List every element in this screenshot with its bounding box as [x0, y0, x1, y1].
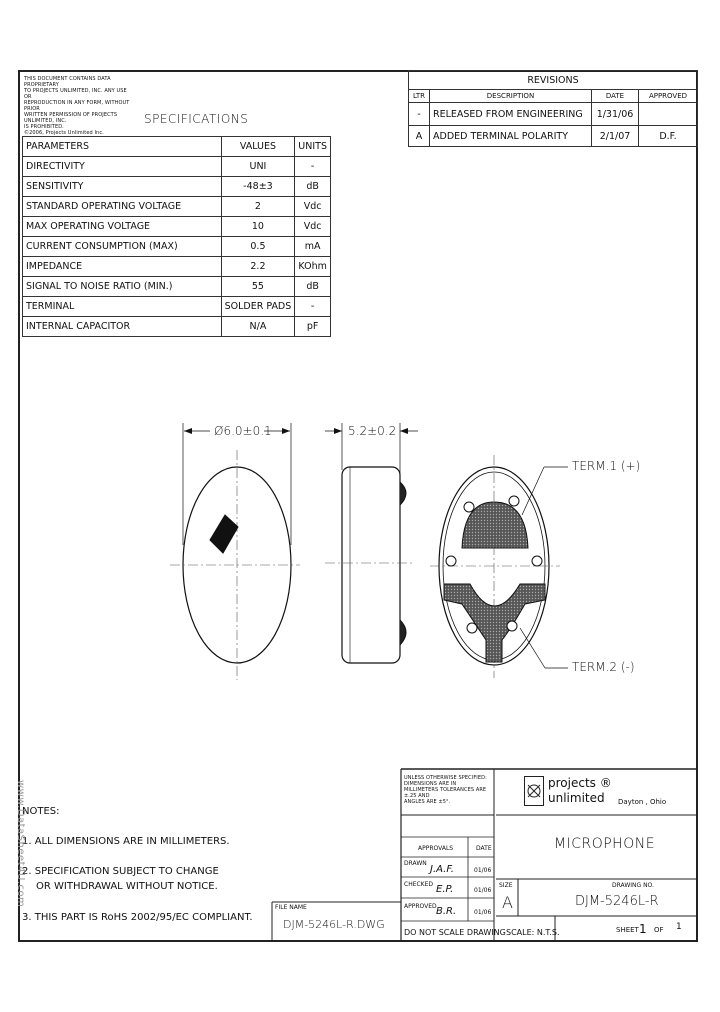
approval-initials: B.R.: [436, 906, 457, 917]
diameter-label: Ø6.0±0.1: [214, 424, 272, 438]
term1-label: TERM.1 (+): [572, 459, 641, 473]
spec-cell: mA: [295, 237, 331, 257]
approval-initials: J.A.F.: [430, 864, 454, 875]
spec-cell: 2.2: [221, 257, 295, 277]
specifications-title: SPECIFICATIONS: [144, 112, 249, 126]
rev-cell: 1/31/06: [592, 103, 639, 126]
front-marker: [210, 515, 238, 553]
spec-cell: STANDARD OPERATING VOLTAGE: [23, 197, 222, 217]
rev-cell: -: [409, 103, 430, 126]
note-item: 1. ALL DIMENSIONS ARE IN MILLIMETERS.: [22, 836, 230, 847]
approval-date: 01/06: [474, 909, 492, 916]
drawing-no-label: DRAWING NO.: [612, 882, 654, 889]
sheet-label: SHEET: [616, 926, 639, 934]
do-not-scale: DO NOT SCALE DRAWING: [404, 928, 506, 937]
watermark: www.DataSheet4U.com: [15, 780, 26, 908]
spec-cell: 0.5: [221, 237, 295, 257]
spec-cell: KOhm: [295, 257, 331, 277]
rev-header: APPROVED: [639, 90, 698, 103]
sheet-total: 1: [676, 922, 682, 932]
file-name-label: FILE NAME: [275, 904, 307, 911]
sheet-number: 1: [639, 922, 647, 936]
approval-label: DRAWN: [404, 860, 427, 867]
company-name-line1: projects ®: [548, 776, 612, 790]
spec-cell: Vdc: [295, 197, 331, 217]
approval-date: 01/06: [474, 887, 492, 894]
file-name: DJM-5246L-R.DWG: [283, 918, 385, 931]
term2-label: TERM.2 (-): [572, 660, 635, 674]
spec-cell: INTERNAL CAPACITOR: [23, 317, 222, 337]
approvals-header: APPROVALS: [418, 845, 454, 852]
spec-cell: UNI: [221, 157, 295, 177]
rev-header: DATE: [592, 90, 639, 103]
spec-cell: SOLDER PADS: [221, 297, 295, 317]
logo-icon: [525, 777, 543, 805]
size-label: SIZE: [499, 882, 513, 889]
approval-initials: E.P.: [436, 884, 454, 895]
spec-header: PARAMETERS: [23, 137, 222, 157]
spec-cell: CURRENT CONSUMPTION (MAX): [23, 237, 222, 257]
spec-cell: MAX OPERATING VOLTAGE: [23, 217, 222, 237]
company-location: Dayton , Ohio: [618, 798, 667, 806]
approval-date: 01/06: [474, 867, 492, 874]
spec-cell: IMPEDANCE: [23, 257, 222, 277]
spec-cell: N/A: [221, 317, 295, 337]
drawing-number: DJM-5246L-R: [575, 894, 659, 909]
spec-cell: -: [295, 297, 331, 317]
spec-cell: dB: [295, 277, 331, 297]
spec-header: VALUES: [221, 137, 295, 157]
spec-cell: dB: [295, 177, 331, 197]
size-value: A: [502, 893, 513, 912]
spec-cell: -: [295, 157, 331, 177]
note-item: OR WITHDRAWAL WITHOUT NOTICE.: [36, 881, 218, 892]
spec-cell: SIGNAL TO NOISE RATIO (MIN.): [23, 277, 222, 297]
spec-cell: DIRECTIVITY: [23, 157, 222, 177]
rev-header: DESCRIPTION: [430, 90, 592, 103]
bottom-view: [430, 455, 568, 678]
spec-cell: 2: [221, 197, 295, 217]
revisions-title: REVISIONS: [409, 71, 698, 90]
note-item: 2. SPECIFICATION SUBJECT TO CHANGE: [22, 866, 219, 877]
scale-text: SCALE: N.T.S.: [506, 928, 560, 937]
rev-cell: D.F.: [639, 126, 698, 147]
notes-title: NOTES:: [22, 806, 60, 817]
rev-cell: A: [409, 126, 430, 147]
term2-pad: [444, 584, 545, 662]
spec-cell: 55: [221, 277, 295, 297]
drawing-title: MICROPHONE: [554, 836, 656, 852]
spec-cell: Vdc: [295, 217, 331, 237]
of-label: OF: [654, 926, 664, 934]
spec-cell: TERMINAL: [23, 297, 222, 317]
rev-header: LTR: [409, 90, 430, 103]
proprietary-notice: THIS DOCUMENT CONTAINS DATA PROPRIETARY TO PROJECTS UNLIMITED, INC. ANY USE OR REPRODUCTION IN ANY FORM, WITHOUT PRIOR WRITTEN PERMISSION OF PROJECTS UNLIMITED, INC. IS PROHIBITED. ©2006, Projects Unlimited Inc.: [24, 76, 130, 136]
tolerance-note: UNLESS OTHERWISE SPECIFIED: DIMENSIONS ARE IN MILLIMETERS TOLERANCES ARE ±.25 AND ANGLES ARE ±5°.: [404, 775, 487, 805]
spec-cell: 10: [221, 217, 295, 237]
approval-label: APPROVED: [404, 903, 437, 910]
approval-label: CHECKED: [404, 881, 434, 888]
front-view: [170, 450, 300, 680]
rev-cell: RELEASED FROM ENGINEERING: [430, 103, 592, 126]
spec-cell: -48±3: [221, 177, 295, 197]
note-item: 3. THIS PART IS RoHS 2002/95/EC COMPLIANT.: [22, 912, 253, 923]
height-label: 5.2±0.2: [348, 424, 397, 438]
rev-cell: 2/1/07: [592, 126, 639, 147]
rev-cell: ADDED TERMINAL POLARITY: [430, 126, 592, 147]
side-view: [325, 423, 418, 663]
company-name-line2: unlimited: [548, 791, 605, 805]
spec-header: UNITS: [295, 137, 331, 157]
spec-cell: pF: [295, 317, 331, 337]
company-logo: [524, 776, 544, 806]
spec-cell: SENSITIVITY: [23, 177, 222, 197]
approvals-date-header: DATE: [476, 845, 492, 852]
